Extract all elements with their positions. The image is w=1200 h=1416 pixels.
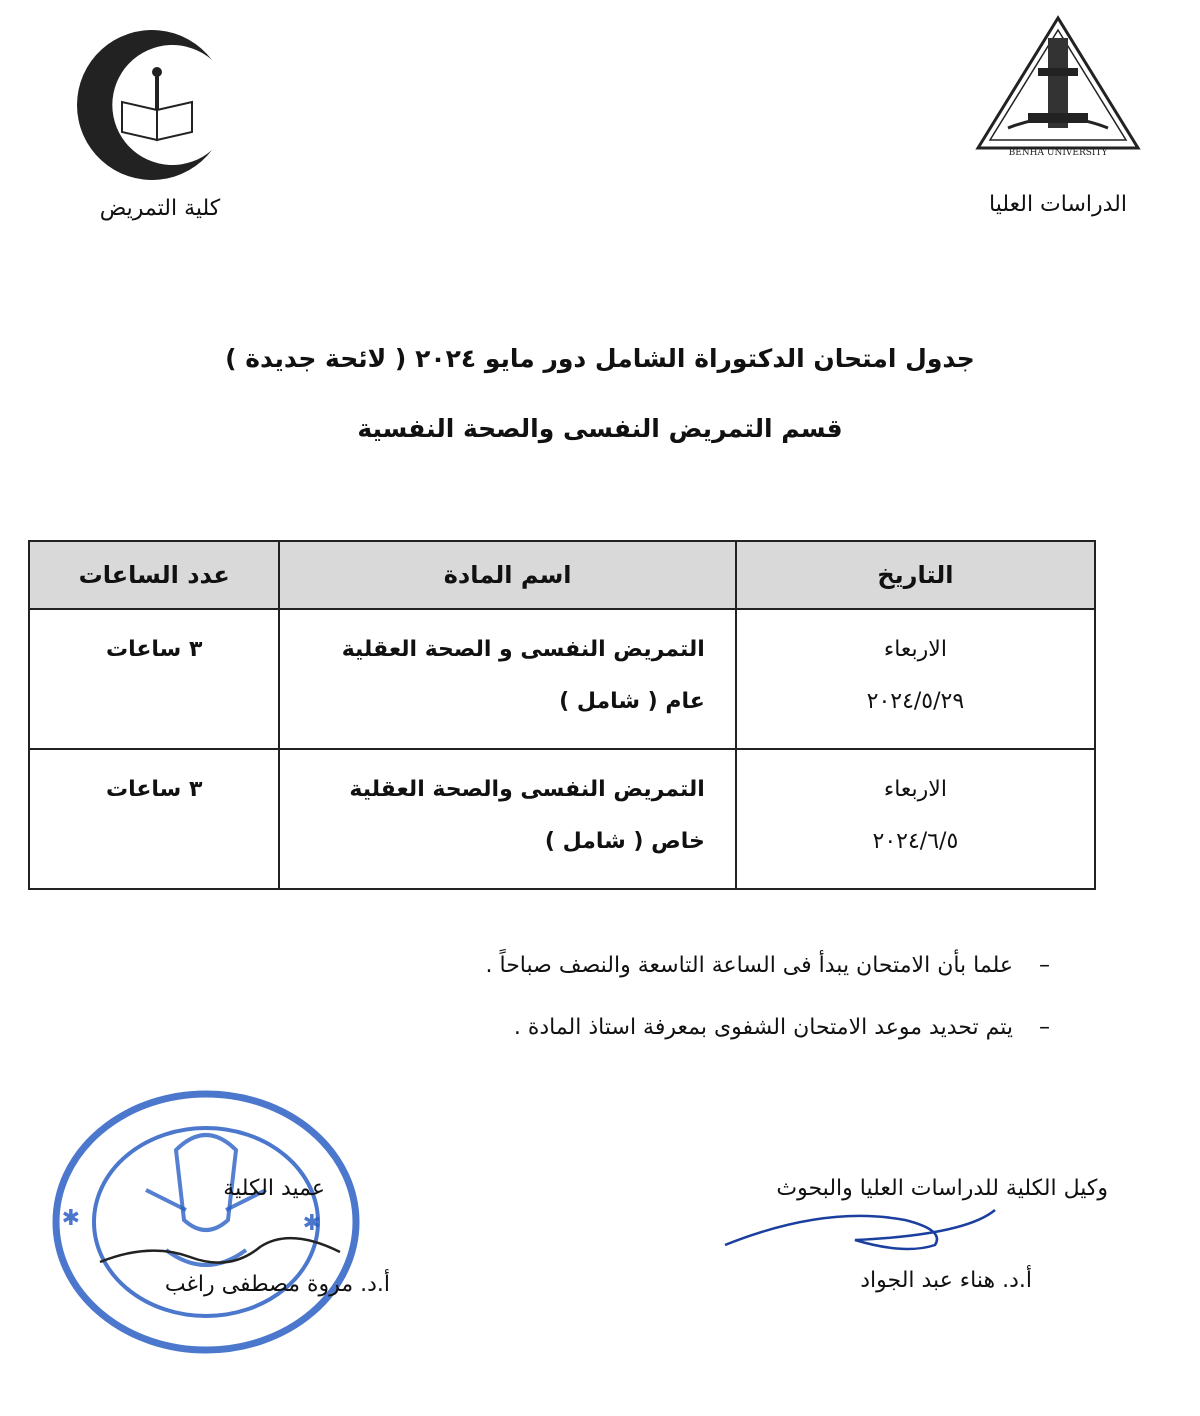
logo-caption: BENHA UNIVERSITY xyxy=(1008,148,1108,158)
list-item xyxy=(150,934,1050,996)
table-header-row xyxy=(29,541,1095,609)
exam-schedule-table xyxy=(28,540,1096,890)
hours-cell: ٣ ساعات xyxy=(29,609,279,749)
header-subject: اسم المادة xyxy=(279,541,735,609)
subject-cell xyxy=(279,749,735,889)
note-text: يتم تحديد موعد الامتحان الشفوى بمعرفة استاذ المادة . xyxy=(513,1014,1013,1040)
subject-type: خاص ( شامل ) xyxy=(544,829,705,854)
list-item xyxy=(150,996,1050,1058)
svg-text:✱: ✱ xyxy=(61,1206,80,1231)
subject-name: التمريض النفسى والصحة العقلية xyxy=(349,777,705,802)
header-date: التاريخ xyxy=(736,541,1095,609)
vice-dean-signature xyxy=(705,1200,1005,1260)
subject-name: التمريض النفسى و الصحة العقلية xyxy=(341,637,705,662)
benha-university-logo xyxy=(968,8,1148,158)
faculty-of-nursing-logo xyxy=(62,20,237,185)
vice-dean-title: وكيل الكلية للدراسات العليا والبحوث xyxy=(776,1176,1108,1201)
header-hours: عدد الساعات xyxy=(29,541,279,609)
subject-type: عام ( شامل ) xyxy=(559,689,705,714)
day-text: الاربعاء xyxy=(883,777,947,802)
dean-title: عميد الكلية xyxy=(223,1176,325,1201)
vice-dean-name: أ.د. هناء عبد الجواد xyxy=(860,1268,1032,1293)
date-cell xyxy=(736,749,1095,889)
postgraduate-studies-label: الدراسات العليا xyxy=(989,192,1127,217)
faculty-name-label: كلية التمريض xyxy=(99,196,221,221)
note-dash: – xyxy=(1039,1014,1050,1040)
dean-name: أ.د. مروة مصطفى راغب xyxy=(164,1272,390,1297)
department-title: قسم التمريض النفسى والصحة النفسية xyxy=(357,414,843,443)
notes-list xyxy=(150,934,1050,1058)
hours-cell: ٣ ساعات xyxy=(29,749,279,889)
document-title: جدول امتحان الدكتوراة الشامل دور مايو ٢٠٢٤ ( لائحة جديدة ) xyxy=(225,344,975,373)
svg-text:✱: ✱ xyxy=(302,1211,321,1236)
table-row xyxy=(29,749,1095,889)
date-text: ٢٠٢٤/٦/٥ xyxy=(872,829,959,854)
table-row xyxy=(29,609,1095,749)
day-text: الاربعاء xyxy=(883,637,947,662)
note-dash: – xyxy=(1039,952,1050,978)
date-text: ٢٠٢٤/٥/٢٩ xyxy=(866,689,965,714)
note-text: علما بأن الامتحان يبدأ فى الساعة التاسعة والنصف صباحاً . xyxy=(485,952,1013,978)
date-cell xyxy=(736,609,1095,749)
subject-cell xyxy=(279,609,735,749)
